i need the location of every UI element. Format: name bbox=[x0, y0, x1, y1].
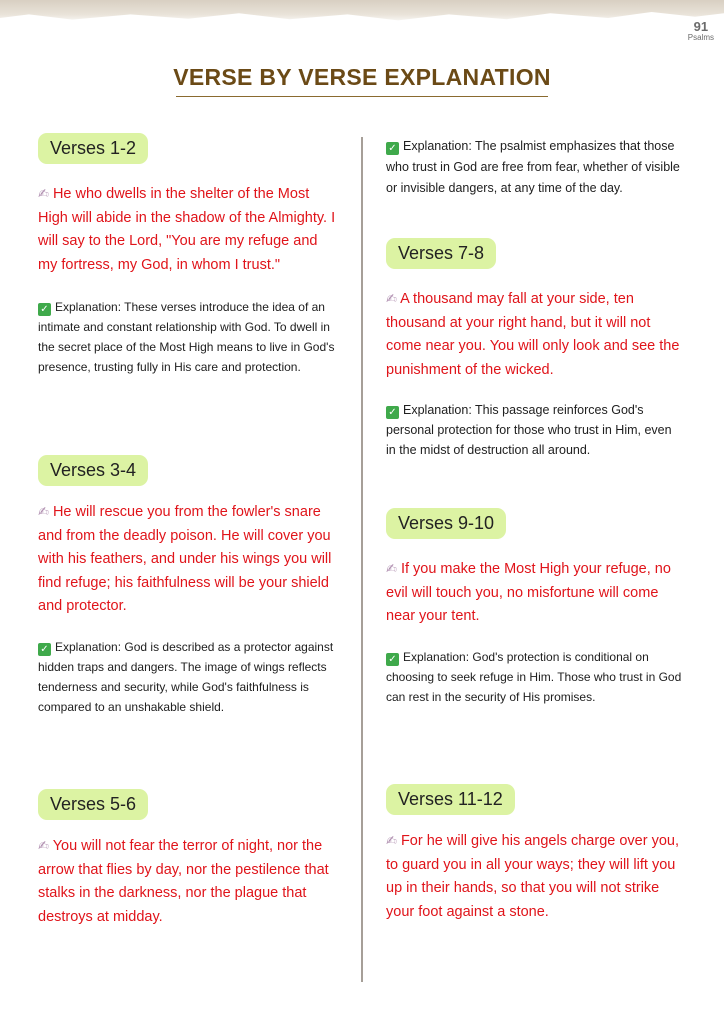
writing-hand-icon: ✍ bbox=[38, 186, 49, 201]
writing-hand-icon: ✍ bbox=[38, 504, 49, 519]
section-verses-3-4 bbox=[38, 455, 336, 717]
writing-hand-icon: ✍ bbox=[386, 291, 397, 306]
verse-text: He who dwells in the shelter of the Most High will abide in the shadow of the Almighty. I will say to the Lord, "You are my refuge and my fortress, my God, in whom I trust." bbox=[38, 186, 336, 273]
verse-block bbox=[386, 557, 684, 629]
verse-text: You will not fear the terror of night, nor the arrow that flies by day, nor the pestilence that stalks in the darkness, nor the plague that destroys at midday. bbox=[38, 838, 329, 925]
page-number bbox=[688, 20, 714, 42]
verse-text: If you make the Most High your refuge, no evil will touch you, no misfortune will come near your tent. bbox=[386, 561, 671, 624]
section-heading: Verses 11-12 bbox=[386, 784, 515, 815]
section-verses-5-6 bbox=[38, 789, 336, 929]
section-heading: Verses 1-2 bbox=[38, 133, 148, 164]
explanation-text: Explanation: God's protection is conditional on choosing to seek refuge in Him. Those who trust in God can rest in the security of His promises. bbox=[386, 649, 682, 704]
section-heading: Verses 3-4 bbox=[38, 455, 148, 486]
page-number-value: 91 bbox=[693, 19, 709, 34]
section-heading: Verses 5-6 bbox=[38, 789, 148, 820]
verse-block bbox=[386, 287, 684, 382]
verse-text: He will rescue you from the fowler's snare and from the deadly poison. He will cover you with his feathers, and under his wings you will find refuge; his faithfulness will be your shield and protector. bbox=[38, 504, 332, 614]
verse-block bbox=[386, 829, 684, 924]
torn-paper-edge bbox=[0, 0, 724, 24]
section-verses-9-10 bbox=[386, 508, 684, 707]
explanation-block bbox=[38, 297, 336, 377]
writing-hand-icon: ✍ bbox=[38, 838, 49, 853]
section-verses-7-8 bbox=[386, 238, 684, 460]
writing-hand-icon: ✍ bbox=[386, 833, 397, 848]
verse-block bbox=[38, 182, 336, 277]
check-mark-icon: ✓ bbox=[38, 303, 51, 316]
page-number-label: Psalms bbox=[687, 33, 714, 42]
column-divider bbox=[361, 137, 363, 982]
explanation-text: Explanation: These verses introduce the idea of an intimate and constant relationship with God. To dwell in the secret place of the Most High means to live in God's presence, trusting fully in His care and protection. bbox=[38, 300, 335, 374]
writing-hand-icon: ✍ bbox=[386, 561, 397, 576]
check-mark-icon: ✓ bbox=[386, 653, 399, 666]
verse-block bbox=[38, 500, 336, 619]
explanation-text: Explanation: The psalmist emphasizes that those who trust in God are free from fear, whether of visible or invisible dangers, at any time of the day. bbox=[386, 139, 680, 195]
title-underline bbox=[176, 96, 548, 97]
explanation-block bbox=[386, 136, 684, 199]
explanation-block bbox=[38, 637, 336, 717]
section-verses-11-12 bbox=[386, 784, 684, 924]
explanation-block bbox=[386, 400, 684, 460]
section-verses-1-2 bbox=[38, 133, 336, 377]
check-mark-icon: ✓ bbox=[386, 406, 399, 419]
explanation-text: Explanation: This passage reinforces God's personal protection for those who trust in Him, even in the midst of destruction all around. bbox=[386, 403, 672, 457]
check-mark-icon: ✓ bbox=[386, 142, 399, 155]
verse-block bbox=[38, 834, 336, 929]
explanation-text: Explanation: God is described as a protector against hidden traps and dangers. The image of wings reflects tenderness and security, while God's faithfulness is compared to an unshakable shield. bbox=[38, 639, 334, 714]
check-mark-icon: ✓ bbox=[38, 643, 51, 656]
section-heading: Verses 7-8 bbox=[386, 238, 496, 269]
explanation-block bbox=[386, 647, 684, 707]
verse-text: For he will give his angels charge over you, to guard you in all your ways; they will lift you up in their hands, so that you will not strike your foot against a stone. bbox=[386, 833, 679, 920]
verse-text: A thousand may fall at your side, ten thousand at your right hand, but it will not come near you. You will only look and see the punishment of the wicked. bbox=[386, 291, 680, 378]
section-verses-5-6-explanation bbox=[386, 136, 684, 199]
page-title: VERSE BY VERSE EXPLANATION bbox=[173, 64, 551, 90]
section-heading: Verses 9-10 bbox=[386, 508, 506, 539]
